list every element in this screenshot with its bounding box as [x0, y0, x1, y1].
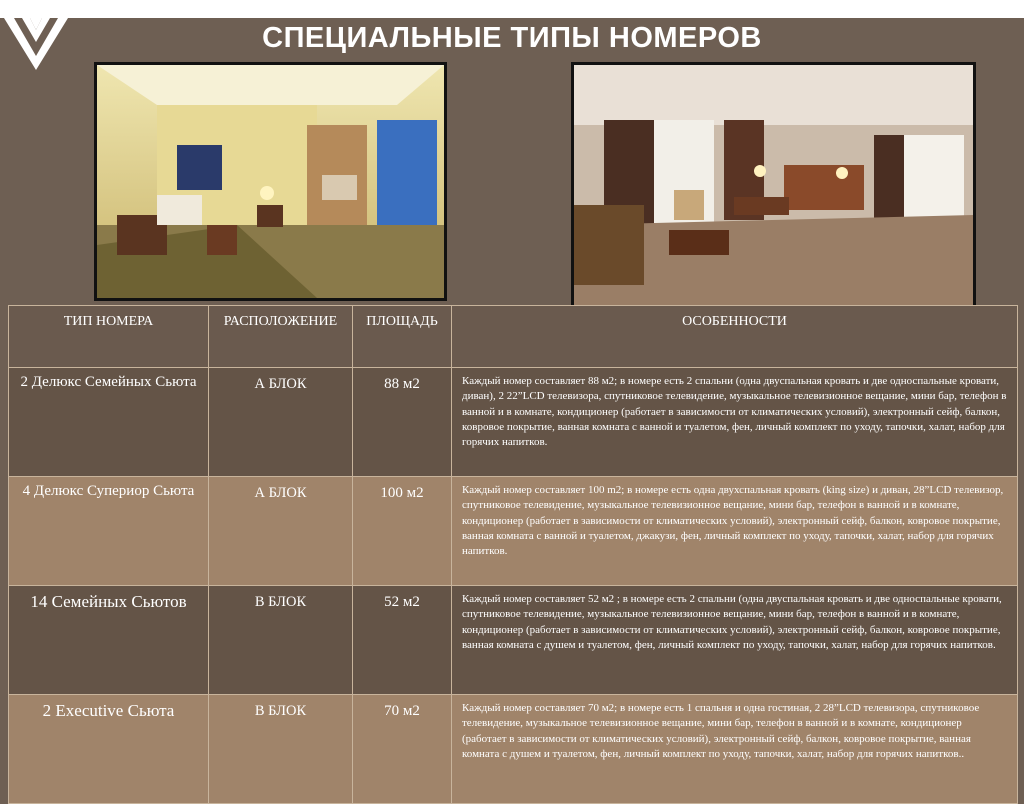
room-type-cell: 2 Делюкс Семейных Сьюта [9, 368, 209, 477]
features-cell: Каждый номер составляет 100 m2; в номере есть одна двухспальная кровать (king size) и диван, 28”LCD телевизор, спутниковое телевидение, музыкальное телевизионное вещание, мини бар, телефон в ванной и в комнате, кондиционер (работает в зависимости от климатических условий), электронный сейф, балкон, ковровое покрытие, ванная комната с ванной и туалетом, джакузи, фен, личный комплект по уходу, тапочки, халат, набор для горячих напитков. [452, 477, 1018, 586]
area-cell: 52 м2 [353, 586, 452, 695]
room-type-cell: 4 Делюкс Супериор Сьюта [9, 477, 209, 586]
table-row [9, 695, 1018, 804]
location-cell: А БЛОК [209, 368, 353, 477]
features-cell: Каждый номер составляет 88 м2; в номере есть 2 спальни (одна двуспальная кровать и две односпальные кровати, диван), 2 22”LCD телевизора, спутниковое телевидение, музыкальное телевизионное вещание, мини бар, телефон в ванной и в комнате, кондиционер (работает в зависимости от климатических условий), электронный сейф, балкон, ковровое покрытие, ванная комната с ванной и туалетом, фен, личный комплект по уходу, тапочки, халат, набор для горячих напитков. [452, 368, 1018, 477]
features-cell: Каждый номер составляет 52 м2 ; в номере есть 2 спальни (одна двуспальная кровать и две односпальные кровати, спутниковое телевидение, музыкальное телевизионное вещание, мини бар, телефон в ванной и в комнате, кондиционер (работает в зависимости от климатических условий), электронный сейф, балкон, ковровое покрытие, ванная комната с душем и туалетом, фен, личный комплект по уходу, тапочки, халат, набор для горячих напитков. [452, 586, 1018, 695]
room-type-cell: 14 Семейных Сьютов [9, 586, 209, 695]
location-cell: А БЛОК [209, 477, 353, 586]
room-photo-suite [571, 62, 976, 310]
area-cell: 70 м2 [353, 695, 452, 804]
table-row [9, 586, 1018, 695]
room-types-table [8, 305, 1018, 804]
location-cell: В БЛОК [209, 695, 353, 804]
features-cell: Каждый номер составляет 70 м2; в номере есть 1 спальня и одна гостиная, 2 28”LCD телевизора, спутниковое телевидение, музыкальное телевизионное вещание, мини бар, телефон в ванной и в комнате, кондиционер (работает в зависимости от климатических условий), электронный сейф, балкон, ковровое покрытие, ванная комната с душем и туалетом, фен, личный комплект по уходу, тапочки, халат, набор для горячих напитков.. [452, 695, 1018, 804]
header-area: ПЛОЩАДЬ [353, 306, 452, 368]
table-header-row [9, 306, 1018, 368]
room-photo-living [94, 62, 447, 301]
area-cell: 100 м2 [353, 477, 452, 586]
location-cell: В БЛОК [209, 586, 353, 695]
table-row [9, 477, 1018, 586]
table-row [9, 368, 1018, 477]
top-bar [0, 0, 1024, 18]
header-location: РАСПОЛОЖЕНИЕ [209, 306, 353, 368]
room-type-cell: 2 Executive Сьюта [9, 695, 209, 804]
page-title: СПЕЦИАЛЬНЫЕ ТИПЫ НОМЕРОВ [262, 22, 762, 54]
header-features: ОСОБЕННОСТИ [452, 306, 1018, 368]
area-cell: 88 м2 [353, 368, 452, 477]
header-room-type: ТИП НОМЕРА [9, 306, 209, 368]
